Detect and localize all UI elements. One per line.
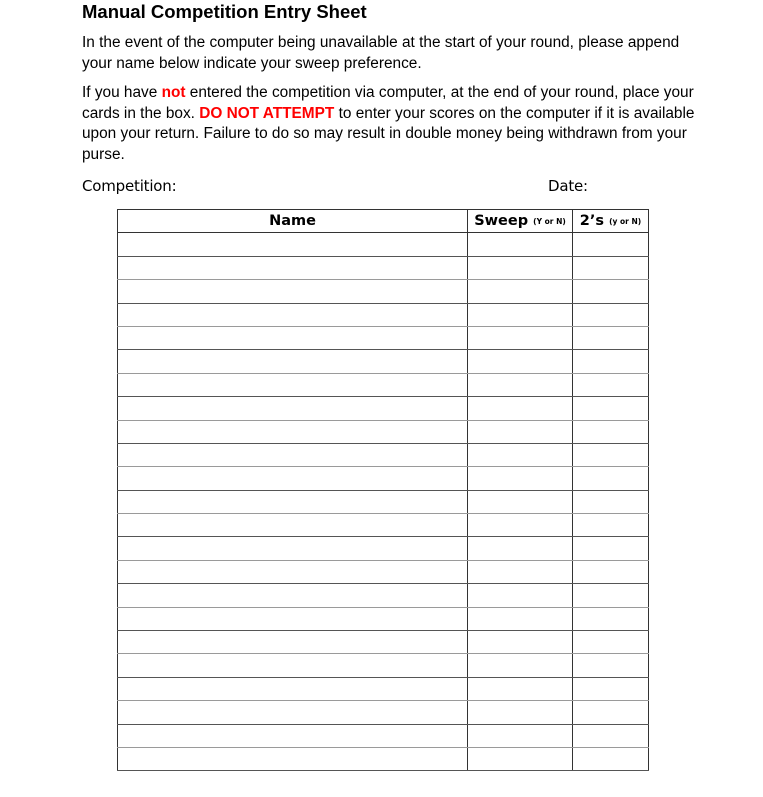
column-header-sweep-hint: (Y or N) [533,216,566,226]
name-cell[interactable] [118,537,468,560]
sweep-cell[interactable] [468,747,573,770]
name-cell[interactable] [118,350,468,373]
table-header-row [118,210,649,233]
warning-text: to enter your scores on the computer if it is available upon your return. Failure to do so may result in double money being withdrawn from your purse. [82,104,695,163]
date-label: Date: [548,177,588,195]
instructions-paragraph: In the event of the computer being unavailable at the start of your round, please append your name below indicate your sweep preference. [82,34,680,72]
page-title: Manual Competition Entry Sheet [82,1,367,22]
name-cell[interactable] [118,467,468,490]
sweep-cell[interactable] [468,607,573,630]
name-cell[interactable] [118,631,468,654]
name-cell[interactable] [118,373,468,396]
table-row [118,677,649,700]
warning-text: If you have [82,84,162,101]
name-cell[interactable] [118,490,468,513]
table-row [118,233,649,256]
sweep-cell[interactable] [468,373,573,396]
twos-cell[interactable] [573,443,649,466]
twos-cell[interactable] [573,701,649,724]
sweep-cell[interactable] [468,397,573,420]
name-cell[interactable] [118,677,468,700]
sweep-cell[interactable] [468,490,573,513]
name-cell[interactable] [118,560,468,583]
twos-cell[interactable] [573,280,649,303]
sweep-cell[interactable] [468,560,573,583]
name-cell[interactable] [118,420,468,443]
name-cell[interactable] [118,443,468,466]
twos-cell[interactable] [573,607,649,630]
column-header-sweep [468,210,573,233]
sweep-cell[interactable] [468,350,573,373]
table-row [118,560,649,583]
warning-paragraph [82,83,702,165]
twos-cell[interactable] [573,724,649,747]
twos-cell[interactable] [573,677,649,700]
twos-cell[interactable] [573,326,649,349]
emphasis-not: not [161,84,186,101]
table-row [118,631,649,654]
column-header-twos-label: 2’s [579,212,605,229]
twos-cell[interactable] [573,397,649,420]
sweep-cell[interactable] [468,631,573,654]
column-header-sweep-label: Sweep [474,212,529,229]
twos-cell[interactable] [573,256,649,279]
table-row [118,280,649,303]
competition-label: Competition: [82,177,177,195]
twos-cell[interactable] [573,233,649,256]
column-header-name-label: Name [269,213,316,230]
twos-cell[interactable] [573,303,649,326]
table-row [118,443,649,466]
name-cell[interactable] [118,280,468,303]
twos-cell[interactable] [573,490,649,513]
sweep-cell[interactable] [468,303,573,326]
emphasis-do-not-attempt: DO NOT ATTEMPT [199,104,335,122]
name-cell[interactable] [118,397,468,420]
column-header-twos-hint: (y or N) [609,216,642,226]
entry-rows [118,233,649,771]
sweep-cell[interactable] [468,677,573,700]
table-row [118,747,649,770]
name-cell[interactable] [118,584,468,607]
twos-cell[interactable] [573,537,649,560]
table-row [118,397,649,420]
twos-cell[interactable] [573,747,649,770]
twos-cell[interactable] [573,350,649,373]
sweep-cell[interactable] [468,701,573,724]
column-header-name [118,210,468,233]
name-cell[interactable] [118,747,468,770]
table-row [118,701,649,724]
column-header-twos [573,210,649,233]
sweep-cell[interactable] [468,514,573,537]
sweep-cell[interactable] [468,256,573,279]
sweep-cell[interactable] [468,420,573,443]
table-row [118,350,649,373]
twos-cell[interactable] [573,373,649,396]
table-row [118,490,649,513]
name-cell[interactable] [118,303,468,326]
twos-cell[interactable] [573,420,649,443]
table-row [118,537,649,560]
twos-cell[interactable] [573,514,649,537]
table-row [118,654,649,677]
name-cell[interactable] [118,256,468,279]
table-row [118,326,649,349]
table-row [118,584,649,607]
name-cell[interactable] [118,701,468,724]
table-row [118,724,649,747]
name-cell[interactable] [118,607,468,630]
name-cell[interactable] [118,326,468,349]
entry-table [117,209,649,771]
table-row [118,467,649,490]
table-row [118,607,649,630]
sweep-cell[interactable] [468,654,573,677]
table-row [118,373,649,396]
sweep-cell[interactable] [468,280,573,303]
table-row [118,256,649,279]
sweep-cell[interactable] [468,724,573,747]
sweep-cell[interactable] [468,584,573,607]
warning-text: entered the competition via computer, at the end of your round, place your cards in the box. [82,84,694,122]
twos-cell[interactable] [573,654,649,677]
table-row [118,514,649,537]
twos-cell[interactable] [573,584,649,607]
sweep-cell[interactable] [468,233,573,256]
sweep-cell[interactable] [468,326,573,349]
table-row [118,303,649,326]
sweep-cell[interactable] [468,443,573,466]
twos-cell[interactable] [573,560,649,583]
sweep-cell[interactable] [468,537,573,560]
name-cell[interactable] [118,654,468,677]
name-cell[interactable] [118,514,468,537]
twos-cell[interactable] [573,467,649,490]
name-cell[interactable] [118,724,468,747]
name-cell[interactable] [118,233,468,256]
twos-cell[interactable] [573,631,649,654]
table-row [118,420,649,443]
sweep-cell[interactable] [468,467,573,490]
